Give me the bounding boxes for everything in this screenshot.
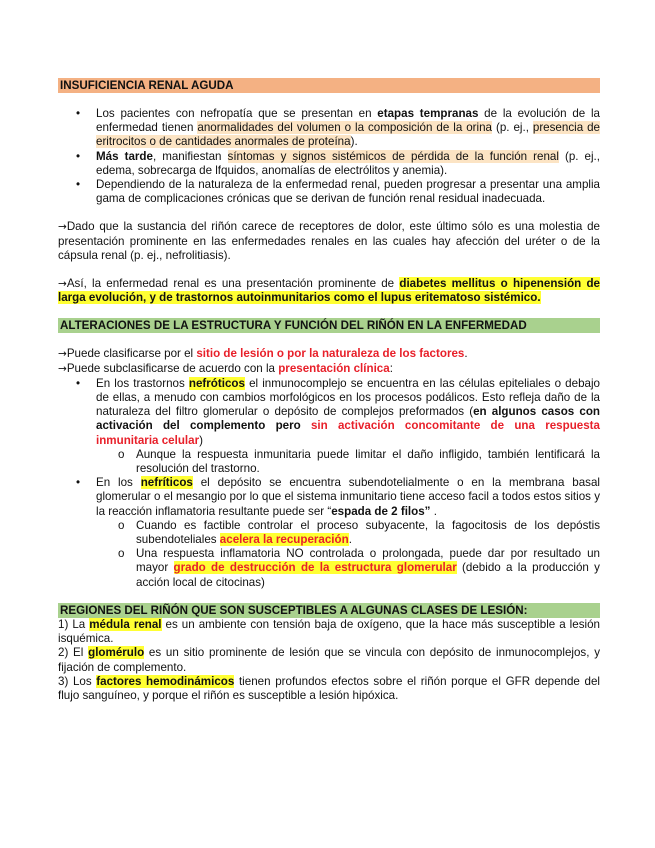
- line-clasificarse: →Puede clasificarse por el sitio de lesión o por la naturaleza de los factores.: [58, 347, 468, 361]
- arrow-icon: →: [58, 278, 67, 291]
- list-item: o Cuando es factible controlar el proceso subyacente, la fagocitosis de los depóstis subendoteliales acelera la recuperación.: [58, 519, 600, 547]
- list-item: • En los trastornos nefróticos el inmunocomplejo se encuentra en las células epiteliales o debajo de ellas, a menudo con cambios morfológicos en los procesos podálicos. Esto refleja daño de la naturaleza del filtro glomerular o depósito de complejos preformados (en algunos casos con activación del complemento pero sin activación concomitante de una respuesta inmunitaria celular): [58, 377, 600, 448]
- list-item: • Más tarde, manifiestan síntomas y signos sistémicos de pérdida de la función renal (p. ej., edema, sobrecarga de lfquidos, anomalías de electrólitos y anemia).: [58, 150, 600, 178]
- paragraph-asi: →Así, la enfermedad renal es una presentación prominente de diabetes mellitus o hipenensión de larga evolución, y de trastornos autoinmunitarios como el lupus eritematoso sistémico.: [58, 277, 600, 305]
- region-3: 3) Los factores hemodinámicos tienen profundos efectos sobre el riñón porque el GFR depende del flujo sanguíneo, y porque el riñón es susceptible a lesión hipóxica.: [58, 674, 600, 702]
- bullet-list-2: [58, 377, 600, 590]
- list-item: o Una respuesta inflamatoria NO controlada o prolongada, puede dar por resultado un mayor grado de destrucción de la estructura glomerular (debido a la producción y acción local de citocinas): [58, 547, 600, 590]
- list-item: o Aunque la respuesta inmunitaria puede limitar el daño infligido, también lentificará la resolución del trastorno.: [58, 448, 600, 476]
- line-subclasificarse: →Puede subclasificarse de acuerdo con la presentación clínica:: [58, 361, 393, 375]
- list-item: • Los pacientes con nefropatía que se presentan en etapas tempranas de la evolución de la enfermedad tienen anormalidades del volumen o la composición de la orina (p. ej., presencia de eritrocitos o de cantidades anormales de proteína).: [58, 107, 600, 150]
- section-title-alteraciones: ALTERACIONES DE LA ESTRUCTURA Y FUNCIÓN DEL RIÑÓN EN LA ENFERMEDAD: [58, 318, 600, 333]
- bullet-list-1: [58, 107, 600, 206]
- arrow-icon: →: [58, 348, 67, 361]
- document-page: [58, 78, 600, 703]
- list-item: • En los nefríticos el depósito se encuentra subendotelialmente o en la membrana basal glomerular o el mesangio por lo que el sistema inmunitario tiene acceso facil a todos estos sitios y la reacción inflamatoria resultante puede ser “espada de 2 filos” .: [58, 476, 600, 519]
- arrow-icon: →: [58, 362, 67, 375]
- region-2: 2) El glomérulo es un sitio prominente de lesión que se vincula con depósito de inmunocomplejos, y fijación de complemento.: [58, 646, 600, 674]
- list-item: • Dependiendo de la naturaleza de la enfermedad renal, pueden progresar a presentar una amplia gama de complicaciones crónicas que se derivan de función renal residual inadecuada.: [58, 178, 600, 206]
- paragraph-dolor: →Dado que la sustancia del riñón carece de receptores de dolor, este último sólo es una molestia de presentación prominente en las enfermedades renales en las cuales hay afección del uréter o de la cápsula renal (p. ej., nefrolitiasis).: [58, 220, 600, 262]
- section-title-insuficiencia: INSUFICIENCIA RENAL AGUDA: [58, 78, 600, 93]
- region-1: 1) La médula renal es un ambiente con tensión baja de oxígeno, que la hace más susceptible a lesión isquémica.: [58, 617, 600, 646]
- arrow-icon: →: [58, 221, 67, 234]
- section-title-regiones: REGIONES DEL RIÑÓN QUE SON SUSCEPTIBLES A ALGUNAS CLASES DE LESIÓN:: [58, 603, 600, 618]
